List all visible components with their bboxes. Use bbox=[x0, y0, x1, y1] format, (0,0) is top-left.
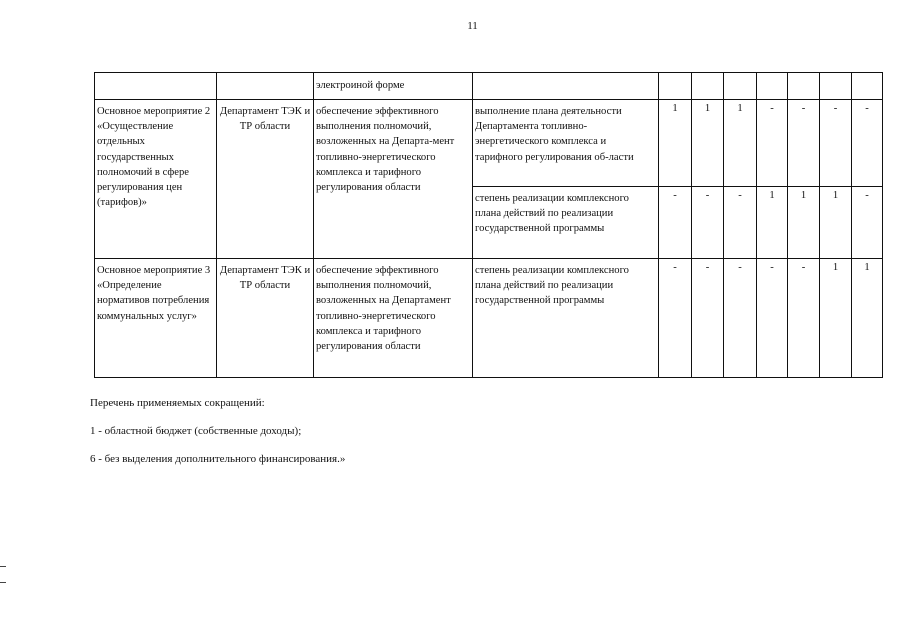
notes-item-1: 1 - областной бюджет (собственные доходы); bbox=[90, 425, 302, 437]
value-cell: 1 bbox=[692, 100, 724, 187]
value-cell: - bbox=[852, 100, 883, 187]
page-number: 11 bbox=[467, 20, 478, 32]
value-cell: - bbox=[692, 187, 724, 259]
table-row-event-2 bbox=[95, 100, 883, 187]
value-cell: - bbox=[788, 100, 820, 187]
notes-item-2: 6 - без выделения дополнительного финансирования.» bbox=[90, 453, 346, 465]
value-cell: - bbox=[724, 259, 757, 378]
event-2-name: Основное мероприятие 2 «Осуществление отдельных государственных полномочий в сфере регулирования цен (тарифов)» bbox=[95, 100, 217, 259]
event-3-name: Основное мероприятие 3 «Определение нормативов потребления коммунальных услуг» bbox=[95, 259, 217, 378]
event-3-goal: обеспечение эффективного выполнения полномочий, возложенных на Департамент топливно-энергетического комплекса и тарифного регулирования области bbox=[314, 259, 473, 378]
event-3-executor: Департамент ТЭК и ТР области bbox=[217, 259, 314, 378]
program-table bbox=[94, 72, 883, 378]
continuation-goal-cell: электроиной форме bbox=[314, 73, 473, 100]
notes-heading: Перечень применяемых сокращений: bbox=[90, 397, 265, 409]
value-cell: 1 bbox=[724, 100, 757, 187]
event-3-indicator: степень реализации комплексного плана действий по реализации государственной программы bbox=[473, 259, 659, 378]
event-2-goal: обеспечение эффективного выполнения полномочий, возложенных на Департа-мент топливно-энергетического комплекса и тарифного регулирования области bbox=[314, 100, 473, 259]
value-cell: - bbox=[757, 100, 788, 187]
table-row-event-3 bbox=[95, 259, 883, 378]
value-cell: 1 bbox=[659, 100, 692, 187]
margin-mark bbox=[0, 582, 6, 583]
value-cell: - bbox=[659, 259, 692, 378]
event-2-indicator-2: степень реализации комплексного плана действий по реализации государственной программы bbox=[473, 187, 659, 259]
event-2-indicator-1: выполнение плана деятельности Департамента топливно-энергетического комплекса и тарифного регулирования об-ласти bbox=[473, 100, 659, 187]
value-cell: 1 bbox=[757, 187, 788, 259]
value-cell: - bbox=[659, 187, 692, 259]
value-cell: - bbox=[757, 259, 788, 378]
value-cell: - bbox=[692, 259, 724, 378]
value-cell: 1 bbox=[852, 259, 883, 378]
continuation-row bbox=[95, 73, 883, 100]
value-cell: - bbox=[724, 187, 757, 259]
abbreviations-notes bbox=[90, 396, 345, 480]
value-cell: 1 bbox=[820, 259, 852, 378]
value-cell: - bbox=[852, 187, 883, 259]
margin-mark bbox=[0, 566, 6, 567]
value-cell: - bbox=[788, 259, 820, 378]
value-cell: - bbox=[820, 100, 852, 187]
value-cell: 1 bbox=[788, 187, 820, 259]
event-2-executor: Департамент ТЭК и ТР области bbox=[217, 100, 314, 259]
value-cell: 1 bbox=[820, 187, 852, 259]
